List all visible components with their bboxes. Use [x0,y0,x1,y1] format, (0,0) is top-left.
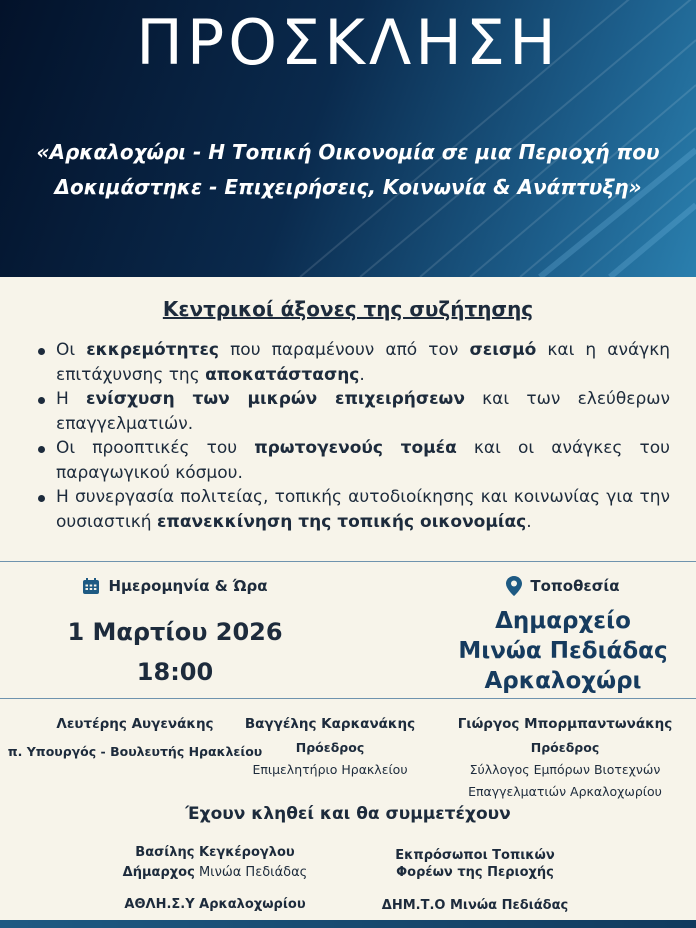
invited-heading: Έχουν κληθεί και θα συμμετέχουν [185,804,511,824]
speaker-name: Γιώργος Μπορμπαντωνάκης [457,716,673,732]
location-line-1: Δημαρχείο [495,608,631,634]
list-item: Η ενίσχυση των μικρών επιχειρήσεων και των ελεύθερων επαγγελματιών. [38,387,670,436]
event-time: 18:00 [136,658,214,686]
event-location [430,606,696,696]
header-banner [0,0,696,277]
invited-representatives-line-1: Εκπρόσωποι Τοπικών [395,848,555,863]
invited-right [350,846,600,916]
event-subtitle [20,135,676,205]
calendar-icon [82,577,100,595]
topics-heading: Κεντρικοί άξονες της συζήτησης [162,297,534,321]
speaker-org: Επιμελητήριο Ηρακλείου [252,762,408,777]
speaker-role: Πρόεδρος [295,740,365,755]
speaker-role: π. Υπουργός - Βουλευτής Ηρακλείου [7,744,263,759]
location-label: Τοποθεσία [530,577,620,595]
invited-role-rest: Μινώα Πεδιάδας [194,865,308,880]
location-line-3: Αρκαλοχώρι [484,668,642,694]
speaker-role: Πρόεδρος [530,740,600,755]
location-pin-icon [506,576,522,596]
location-block [430,572,696,696]
divider [0,561,696,562]
list-item: Η συνεργασία πολιτείας, τοπικής αυτοδιοίκησης και κοινωνίας για την ουσιαστική επανεκκίνηση της τοπικής οικονομίας. [38,485,670,534]
invited-name: Βασίλης Κεγκέρογλου [135,845,295,860]
speaker-org-line-2: Επαγγελματιών Αρκαλοχωρίου [468,784,662,799]
location-line-2: Μινώα Πεδιάδας [458,638,668,664]
speaker-name: Λευτέρης Αυγενάκης [56,716,214,732]
date-label-row [40,572,310,600]
invited-left [90,843,340,915]
invited-role: Δήμαρχος [122,865,195,880]
speaker-org: Σύλλογος Εμπόρων Βιοτεχνών [469,762,661,777]
subtitle-line-2: Δοκιμάστηκε - Επιχειρήσεις, Κοινωνία & Ανάπτυξη» [54,175,642,199]
invited-org: ΔΗΜ.Τ.Ο Μινώα Πεδιάδας [381,898,569,913]
date-time-block [40,572,310,692]
bottom-accent-bar [0,920,696,928]
page-title: ΠΡΟΣΚΛΗΣΗ [136,6,560,79]
subtitle-line-1: «Αρκαλοχώρι - Η Τοπική Οικονομία σε μια Περιοχή που [36,140,660,164]
list-item: Οι εκκρεμότητες που παραμένουν από τον σεισμό και η ανάγκη επιτάχυνσης της αποκατάστασης. [38,338,670,387]
location-label-row [430,572,696,600]
speaker-3 [450,716,680,803]
divider [0,698,696,699]
speaker-name: Βαγγέλης Καρκανάκης [244,716,416,732]
list-item: Οι προοπτικές του πρωτογενούς τομέα και οι ανάγκες του παραγωγικού κόσμου. [38,436,670,485]
topics-list [38,338,670,534]
invited-representatives-line-2: Φορέων της Περιοχής [396,865,554,880]
date-label: Ημερομηνία & Ώρα [108,577,268,595]
speaker-2 [230,716,430,781]
invited-org: ΑΘΛΗ.Σ.Υ Αρκαλοχωρίου [124,897,306,912]
event-date: 1 Μαρτίου 2026 [67,618,283,646]
